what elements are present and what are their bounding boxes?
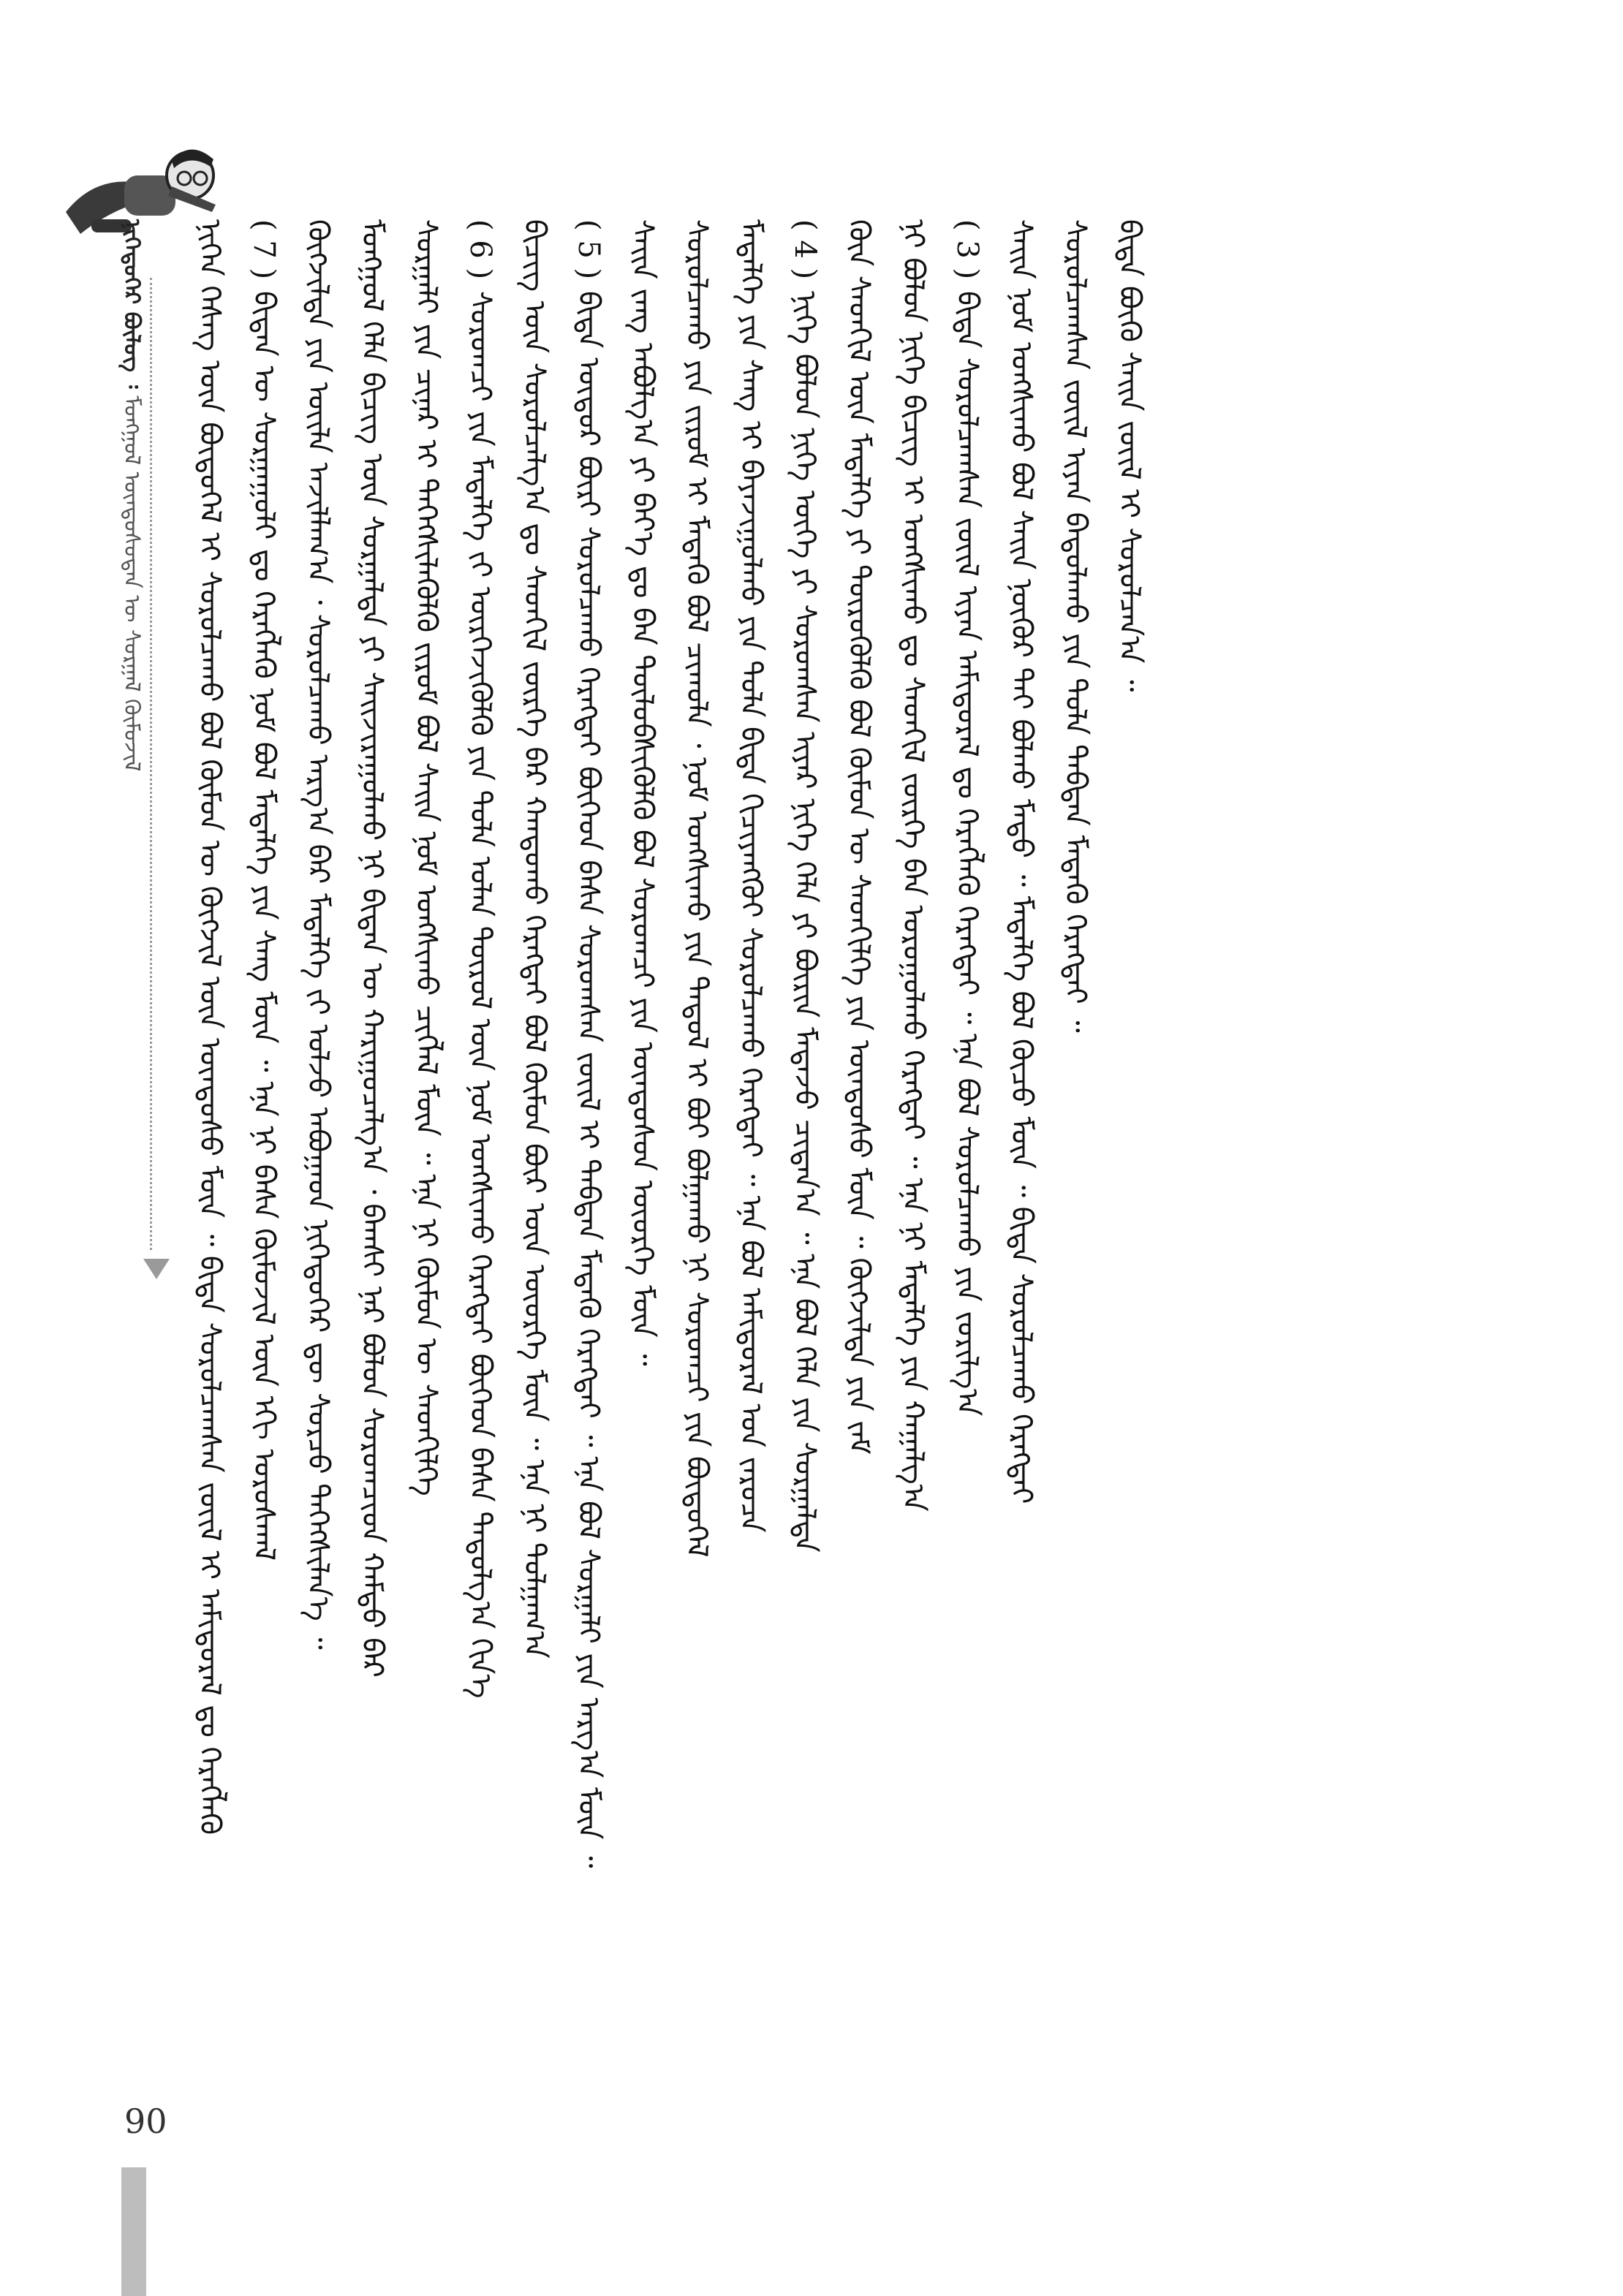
text-column — [399, 219, 453, 2025]
running-header-lead: ᠨᠢᠭᠡᠳᠦᠭᠡᠷ ᠪᠦᠯᠦᠭ ᠄ — [118, 219, 145, 389]
text-column — [453, 219, 507, 2025]
text-column — [1048, 219, 1102, 2025]
column-text: ᠮᠣᠩᠭᠣᠯ ᠬᠡᠯᠡ ᠪᠢᠴᠢᠭ ᠦᠨ ᠰᠤᠷᠭᠠᠯᠲᠠ ᠶᠢ ᠰᠠᠢᠵᠢᠷᠠᠭᠤᠯᠬᠤ ᠨᠢ ᠪᠢᠳᠡᠨ ᠦ ᠬᠠᠷᠢᠭᠤᠴᠠᠯᠭ᠎ᠠ ᠂ ᠪᠠᠭᠰᠢ ᠨᠠᠷ ᠪᠣᠯᠤᠨ ᠰᠤᠷᠤᠭᠴᠢᠳ ᠬᠠᠮᠲᠤ ᠪᠡᠷ — [355, 219, 389, 1678]
text-column — [616, 219, 670, 2025]
text-column — [724, 219, 778, 2025]
column-text: ᠬᠥᠭᠵᠢᠯᠲᠡ ᠶᠢᠨ ᠦᠢᠯᠡ ᠠᠵᠢᠯᠯᠠᠭ᠎ᠠ ᠂ ᠰᠤᠷᠤᠯᠴᠠᠬᠤ ᠠᠷᠭ᠎ᠠ ᠪᠠᠷ ᠮᠡᠳᠡᠯᠭᠡ ᠵᠢ ᠣᠯᠵᠤ ᠠᠪᠤᠭᠠᠳ ᠨᠢᠭᠡᠳᠦᠭᠡᠷ ᠳᠦ ᠰᠤᠷᠴᠤ ᠳᠡᠭᠡᠭᠰᠢᠯᠡᠨ᠎ᠡ ᠃ — [301, 219, 335, 1650]
text-column — [994, 219, 1048, 2025]
item-number: ( 6 ) — [464, 219, 497, 280]
text-column — [940, 219, 994, 2025]
column-text: ᠪᠢᠳᠡ ᠪᠦᠬᠦ ᠰᠠᠢᠨ ᠵᠦᠢᠯ ᠢ ᠰᠤᠷᠤᠯᠴᠠᠨ᠎ᠠ ᠃ — [1113, 219, 1146, 692]
text-column — [1102, 219, 1157, 2025]
text-column — [345, 219, 399, 2025]
text-column — [237, 219, 291, 2025]
text-column — [183, 219, 237, 2025]
column-text: ᠭᠦᠨ ᠰᠡᠳᠬᠢᠯ ᠦᠨ ᠮᠡᠳᠡᠯᠭᠡ ᠶᠢ ᠲᠥᠷᠥᠭᠦᠯᠬᠦ ᠪᠣᠯ ᠬᠦᠮᠦᠨ ᠦ ᠰᠡᠳᠬᠢᠯᠭᠡ ᠶᠢᠨ ᠦᠨᠳᠦᠰᠦ ᠮᠥᠨ ᠃ ᠬᠥᠭᠵᠢᠯᠲᠡ ᠶᠢᠨ ᠵᠠᠮ — [842, 219, 876, 1455]
column-text: ᠰᠠᠢᠨ ᠨᠣᠮ ᠤᠩᠰᠢᠬᠤ ᠪᠣᠯ ᠰᠠᠢᠨ ᠨᠦᠬᠦᠷ ᠲᠠᠢ ᠪᠣᠯᠬᠤ ᠮᠡᠲᠦ ᠃ ᠮᠡᠳᠡᠯᠭᠡ ᠪᠣᠯ ᠬᠦᠴᠦ ᠮᠥᠨ ᠃ ᠪᠢᠳᠡ ᠰᠤᠷᠤᠯᠴᠠᠬᠤ ᠬᠡᠷᠡᠭᠲᠡᠢ — [1005, 219, 1038, 1504]
text-column — [291, 219, 345, 2025]
text-column — [507, 219, 561, 2025]
column-text: ᠮᠡᠳᠡᠯᠭᠡ ᠶᠢᠨ ᠰᠠᠩ ᠢ ᠪᠠᠶᠠᠵᠢᠭᠤᠯᠬᠤ ᠶᠢᠨ ᠲᠤᠯᠠ ᠪᠢᠳᠡ ᠬᠢᠴᠢᠶᠡᠩᠭᠦᠢ ᠰᠤᠷᠤᠯᠴᠠᠬᠤ ᠬᠡᠷᠡᠭᠲᠡᠢ ᠃ ᠡᠨᠡ ᠪᠣᠯ ᠠᠮᠢᠳᠤᠷᠠᠯ ᠤᠨ ᠵᠠᠷᠤᠴᠠ — [734, 219, 768, 1533]
column-text: ᠰᠤᠷᠤᠯᠴᠠᠬᠤ ᠶᠢᠨ ᠵᠢᠷᠤᠮ ᠢ ᠮᠡᠳᠡᠬᠦ ᠪᠣᠯ ᠴᠢᠬᠤᠯᠠ ᠂ ᠨᠣᠮ ᠤᠩᠰᠢᠬᠤ ᠶᠢᠨ ᠳᠠᠳᠤᠯ ᠢ ᠪᠤᠢ ᠪᠣᠯᠭᠠᠬᠤ ᠨᠢ ᠰᠤᠷᠤᠭᠴᠢ ᠶᠢᠨ ᠪᠦᠲᠦᠭᠡᠯ — [680, 219, 714, 1558]
text-column — [832, 219, 886, 2025]
running-header — [110, 219, 154, 1294]
column-text: ᠰᠤᠷᠤᠭᠴᠢ ᠶᠢᠨ ᠮᠡᠳᠡᠯᠭᠡ ᠵᠢ ᠥᠷᠭᠡᠵᠢᠭᠦᠯᠬᠦ ᠶᠢᠨ ᠲᠤᠯᠠ ᠣᠯᠠᠨ ᠲᠥᠷᠦᠯ ᠦᠨ ᠨᠣᠮ ᠤᠩᠰᠢᠬᠤ ᠬᠡᠷᠡᠭᠲᠡᠢ ᠪᠥᠭᠡᠳ ᠪᠠᠰᠠ ᠳᠠᠳᠤᠯᠭ᠎ᠠ ᠬᠢᠨ᠎ᠡ — [464, 291, 497, 1699]
column-text: ᠨᠢᠭᠡᠨ ᠬᠡᠰᠡᠭ ᠦᠨ ᠪᠦᠲᠦᠭᠡᠯ ᠢ ᠰᠤᠷᠤᠯᠴᠠᠬᠤ ᠪᠣᠯ ᠬᠦᠮᠦᠨ ᠦ ᠬᠥᠭᠵᠢᠯ ᠦᠨ ᠦᠨᠳᠦᠰᠦ ᠮᠥᠨ ᠃ ᠪᠢᠳᠡ ᠰᠤᠷᠤᠯᠴᠠᠭᠰᠠᠨ ᠵᠦᠢᠯ ᠢ ᠠᠮᠢᠳᠤᠷᠠᠯ ᠳᠤ ᠬᠡᠷᠡᠭᠯᠡᠬᠦ — [193, 219, 227, 1835]
item-number: ( 4 ) — [788, 219, 822, 280]
column-text: ᠪᠢᠳᠡ ᠥᠳᠥᠷ ᠪᠦᠷᠢ ᠰᠤᠷᠤᠯᠴᠠᠬᠤ ᠬᠡᠷᠡᠭᠲᠡᠢ ᠪᠥᠭᠡᠳ ᠪᠠᠰᠠ ᠰᠤᠷᠤᠭᠰᠠᠨ ᠵᠦᠢᠯ ᠢ ᠳᠠᠪᠲᠠᠨ ᠮᠡᠳᠡᠬᠦ ᠬᠡᠷᠡᠭᠲᠡᠢ ᠃ ᠡᠨᠡ ᠪᠣᠯ ᠰᠤᠷᠭᠠᠯᠢ ᠶᠢᠨ ᠠᠷᠭ᠎ᠠ ᠮᠥᠨ ᠃ — [572, 291, 605, 1868]
column-text: ᠨᠢᠭᠡ ᠪᠣᠯᠤᠨ ᠨᠢᠭᠡ ᠦᠭᠡ ᠶᠢ ᠰᠤᠷᠤᠭᠰᠠᠨ ᠢᠶᠡᠷ ᠨᠢᠭᠡ ᠬᠡᠯᠡ ᠶᠢ ᠪᠦᠷᠢᠨ ᠮᠡᠳᠡᠵᠦ ᠴᠢᠳᠠᠨ᠎ᠠ ᠃ ᠡᠨᠡ ᠪᠣᠯ ᠬᠡᠯᠡ ᠶᠢᠨ ᠰᠤᠷᠭᠠᠯᠲᠠ — [788, 291, 822, 1553]
column-text: ᠪᠢᠴᠢᠭ ᠦᠨ ᠰᠤᠷᠤᠯᠴᠠᠯᠭ᠎ᠠ ᠳᠤ ᠰᠡᠳᠬᠢᠯ ᠵᠦᠷᠬᠡ ᠪᠡᠷ ᠬᠠᠨᠳᠤᠬᠤ ᠬᠡᠷᠡᠭᠲᠡᠢ ᠪᠣᠯ ᠬᠦᠮᠦᠨ ᠪᠦᠷ ᠦᠨ ᠦᠦᠷᠭᠡ ᠮᠥᠨ ᠃ ᠡᠨᠡ ᠨᠢ ᠲᠤᠯᠭᠠᠭ᠎ᠠ — [518, 219, 551, 1659]
page-number: 90 — [124, 2102, 167, 2141]
column-text: ᠰᠠᠢᠨ ᠵᠠᠩ ᠠᠪᠤᠯᠭ᠎ᠠ ᠶᠢ ᠪᠡᠶ᠎ᠡ ᠳᠤ ᠪᠡᠨ ᠲᠥᠯᠥᠪᠰᠢᠭᠦᠯᠬᠦ ᠪᠣᠯ ᠰᠤᠷᠤᠭᠴᠢ ᠶᠢᠨ ᠦᠨᠳᠦᠰᠦᠨ ᠦᠦᠷᠭᠡ ᠮᠥᠨ ᠃ — [626, 219, 659, 1366]
page-edge-tab — [121, 2167, 146, 2296]
column-text: ᠰᠤᠷᠤᠯᠴᠠᠭᠰᠠᠨ ᠵᠦᠢᠯ ᠢᠶᠡᠨ ᠪᠠᠲᠤᠯᠠᠬᠤ ᠶᠢᠨ ᠲᠤᠯᠠ ᠳᠠᠪᠲᠠᠨ ᠮᠡᠳᠡᠬᠦ ᠬᠡᠷᠡᠭᠲᠡᠢ ᠃ — [1059, 219, 1092, 1033]
text-column — [886, 219, 940, 2025]
running-header-title: ᠮᠣᠩᠭᠣᠯ ᠦᠨᠳᠦᠰᠦᠲᠡᠨ ᠦ ᠰᠤᠷᠭᠠᠯ ᠬᠦᠮᠦᠵᠢᠯ — [118, 395, 145, 772]
text-column — [778, 219, 832, 2025]
header-dotted-rule — [150, 278, 152, 1250]
column-text: ᠰᠤᠷᠭᠠᠯᠢ ᠶᠢᠨ ᠴᠢᠨᠠᠷ ᠢ ᠳᠡᠭᠡᠭᠰᠢᠯᠡᠭᠦᠯᠬᠦ ᠵᠢᠷᠤᠮ ᠪᠣᠯ ᠰᠠᠢᠨ ᠨᠣᠮ ᠤᠩᠰᠢᠬᠤ ᠴᠢᠭᠯᠡᠯ ᠮᠥᠨ ᠃ ᠡᠨᠡ ᠨᠢ ᠬᠦᠮᠦᠨ ᠦ ᠰᠡᠳᠬᠢᠯᠭᠡ — [409, 219, 443, 1496]
body-text — [183, 219, 1477, 2025]
item-number: ( 5 ) — [572, 219, 605, 280]
column-text: ᠪᠢᠳᠡᠨ ᠦ ᠰᠤᠷᠭᠠᠭᠤᠯᠢ ᠳᠤ ᠬᠡᠷᠡᠭᠯᠡᠬᠦ ᠨᠣᠮ ᠪᠤᠯ ᠮᠡᠳᠡᠯᠭᠡ ᠶᠢᠨ ᠰᠠᠩ ᠮᠥᠨ ᠃ ᠡᠨᠡ ᠨᠢ ᠪᠠᠰᠠ ᠬᠦᠮᠦᠵᠢᠯ ᠦᠨ ᠡᠬᠢ ᠤᠷᠤᠰᠬᠠᠯ — [247, 291, 281, 1561]
running-header-text — [113, 219, 151, 771]
item-number: ( 7 ) — [247, 219, 281, 280]
column-text: ᠨᠢ ᠪᠣᠯᠤᠨ ᠨᠢᠭᠡ ᠪᠢᠴᠢᠭ ᠢ ᠤᠩᠰᠢᠬᠤ ᠳᠤ ᠰᠡᠳᠬᠢᠯ ᠵᠦᠷᠬᠡ ᠪᠡᠨ ᠣᠷᠣᠭᠤᠯᠬᠤ ᠬᠡᠷᠡᠭᠲᠡᠢ ᠃ ᠡᠨᠡ ᠨᠢ ᠮᠡᠳᠡᠯᠭᠡ ᠶᠢᠨ ᠬᠠᠭᠠᠯᠭ᠎ᠠ — [896, 219, 930, 1512]
text-column — [670, 219, 724, 2025]
item-number: ( 3 ) — [950, 219, 984, 280]
text-column — [561, 219, 616, 2025]
triangle-marker-icon — [143, 1259, 170, 1279]
column-text: ᠪᠢᠳᠡ ᠰᠤᠷᠤᠯᠴᠠᠭᠰᠠᠨ ᠵᠦᠢᠯ ᠢᠶᠡᠨ ᠠᠮᠢᠳᠤᠷᠠᠯ ᠳᠤ ᠬᠡᠷᠡᠭᠯᠡᠬᠦ ᠬᠡᠷᠡᠭᠲᠡᠢ ᠃ ᠡᠨᠡ ᠪᠣᠯ ᠰᠤᠷᠤᠯᠴᠠᠬᠤ ᠶᠢᠨ ᠵᠣᠷᠢᠯᠭ᠎ᠠ — [950, 291, 984, 1417]
